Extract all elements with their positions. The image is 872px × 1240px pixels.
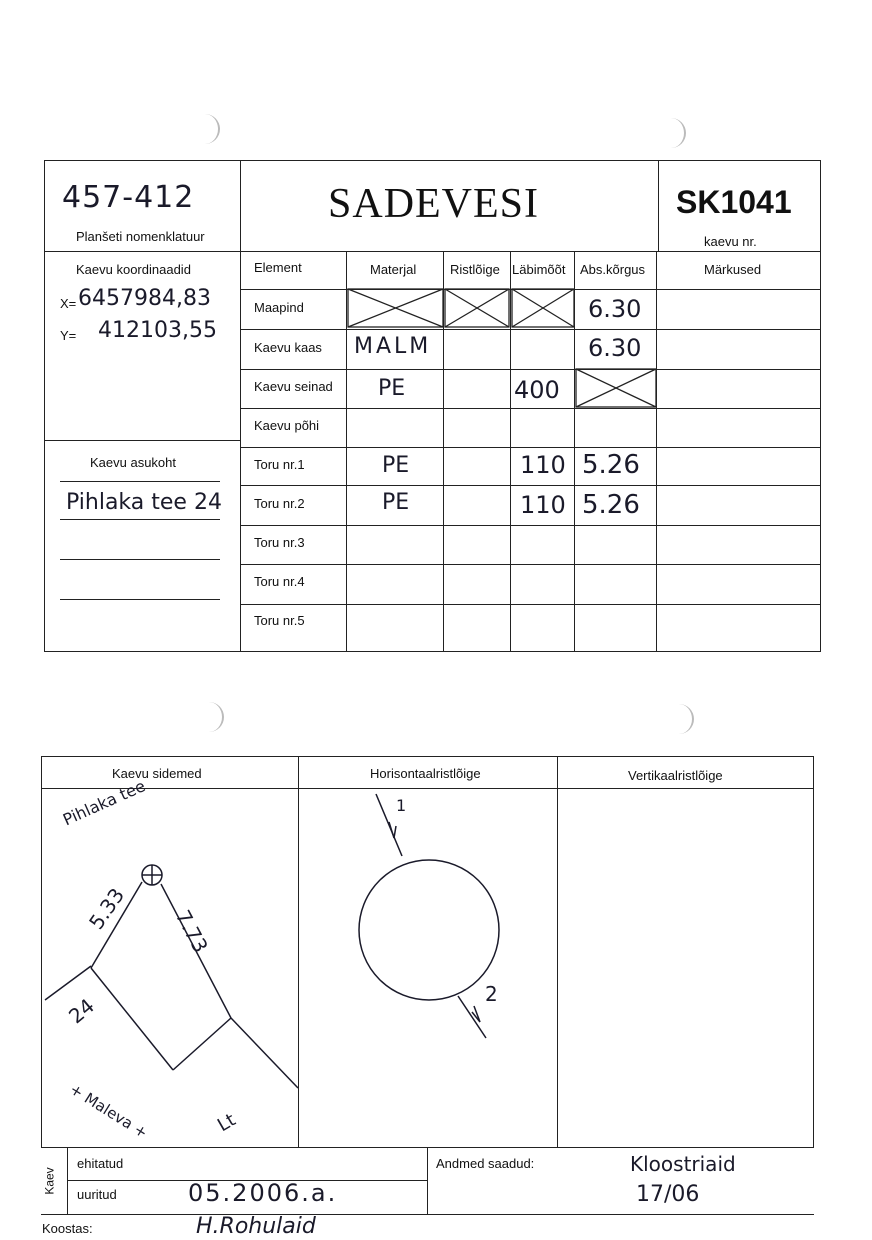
row-label: Kaevu seinad: [254, 379, 333, 394]
coords-label: Kaevu koordinaadid: [76, 262, 191, 277]
data-from-date: 17/06: [636, 1182, 700, 1207]
street-label: Pihlaka tee: [60, 776, 149, 830]
page-title: SADEVESI: [328, 181, 540, 227]
col-header-vertical: Vertikaalristlõige: [628, 768, 723, 783]
x-value: 6457984,83: [78, 286, 211, 311]
built-label: ehitatud: [77, 1156, 124, 1171]
y-label: Y=: [60, 328, 77, 343]
house-number-label: 24: [64, 993, 99, 1029]
nomenclature-label: Planšeti nomenklatuur: [76, 229, 205, 244]
neighbor-label: + Maleva +: [66, 1080, 151, 1143]
well-number-text: SK1041: [676, 184, 792, 220]
row-label: Toru nr.5: [254, 613, 305, 628]
cell-diameter: 400: [514, 376, 560, 404]
pipe-1-label: 1: [396, 796, 407, 815]
cell-elevation: 6.30: [588, 334, 642, 362]
row-label: Toru nr.2: [254, 496, 305, 511]
row-label: Maapind: [254, 300, 304, 315]
punch-hole-left-mid: [200, 702, 224, 732]
data-from-label: Andmed saadud:: [436, 1156, 535, 1171]
location-value: Pihlaka tee 24: [66, 490, 222, 515]
pipe-2-label: 2: [485, 982, 498, 1006]
x-label: X=: [60, 296, 77, 311]
header-material: Materjal: [370, 262, 417, 277]
cell-material: MALM: [354, 334, 432, 359]
header-diameter: Läbimõõt: [512, 262, 566, 277]
header-elevation: Abs.kõrgus: [580, 262, 646, 277]
compiled-value: H.Rohulaid: [196, 1214, 316, 1239]
row-label: Toru nr.4: [254, 574, 305, 589]
nomenclature-value: 457-412: [62, 180, 195, 215]
horizontal-section-drawing: [298, 788, 558, 1148]
cell-material: PE: [378, 376, 406, 401]
row-label: Toru nr.1: [254, 457, 305, 472]
y-value: 412103,55: [98, 318, 217, 343]
distance-label: 5.33: [84, 883, 130, 934]
lt-label: Lt: [214, 1109, 240, 1137]
cell-material: PE: [382, 453, 410, 478]
surveyed-label: uuritud: [77, 1187, 117, 1202]
row-label: Kaevu kaas: [254, 340, 322, 355]
header-notes: Märkused: [704, 262, 762, 277]
kaev-vertical-label: [41, 1167, 59, 1194]
punch-hole-right-mid: [670, 704, 694, 734]
row-label: Kaevu põhi: [254, 418, 320, 433]
compiled-label: Koostas:: [42, 1221, 93, 1236]
cell-diameter: 110: [520, 451, 566, 479]
well-number-label: kaevu nr.: [704, 234, 757, 249]
data-from-value: Kloostriaid: [630, 1152, 736, 1176]
col-header-sidemed: Kaevu sidemed: [112, 766, 202, 781]
row-label: Toru nr.3: [254, 535, 305, 550]
cell-material: PE: [382, 490, 410, 515]
header-element: Element: [254, 260, 302, 275]
kaev-text: Kaev: [42, 1167, 57, 1195]
cell-elevation: 5.26: [582, 490, 640, 520]
location-label: Kaevu asukoht: [90, 455, 177, 470]
cell-elevation: 6.30: [588, 295, 642, 323]
surveyed-value: 05.2006.a.: [188, 1179, 338, 1207]
cell-diameter: 110: [520, 491, 566, 519]
header-section: Ristlõige: [450, 262, 500, 277]
cell-elevation: 5.26: [582, 450, 640, 480]
distance-label: 7.73: [170, 906, 213, 957]
col-header-horizontal: Horisontaalristlõige: [370, 766, 481, 781]
